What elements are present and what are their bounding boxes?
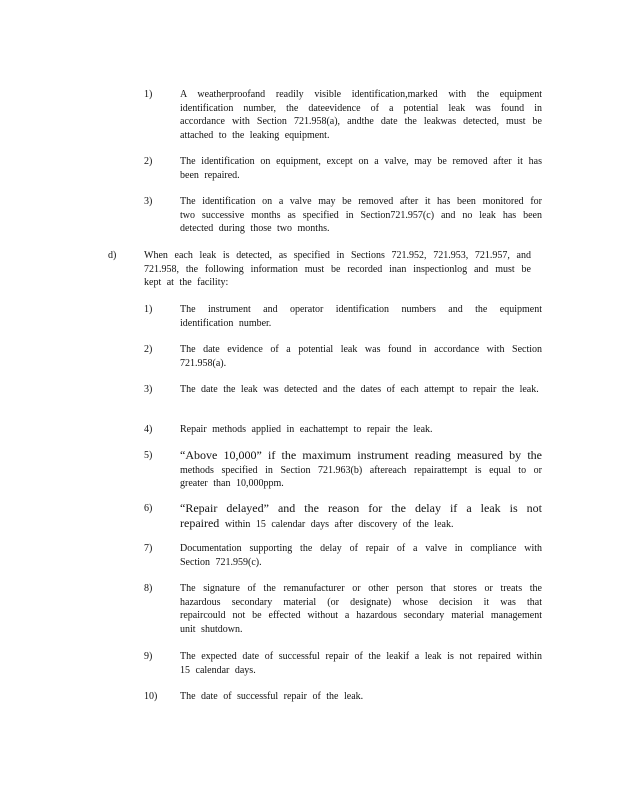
item-number: 5) — [144, 450, 153, 461]
item-text: The expected date of successful repair of the leakif a leak is not repaired within 15 calendar days. — [180, 651, 542, 676]
item-text: The signature of the remanufacturer or other person that stores or treats the hazardous secondary material (or designate) whose decision it was that repaircould not be effected without a hazardous secondary material management unit shutdown. — [180, 583, 542, 635]
item-text-block — [180, 449, 542, 491]
item-text: The date of successful repair of the leak. — [180, 691, 364, 702]
item-text: The identification on equipment, except on a valve, may be removed after it has been repaired. — [180, 156, 542, 181]
item-text: Repair methods applied in eachattempt to repair the leak. — [180, 424, 433, 435]
item-text: The instrument and operator identification numbers and the equipment identification number. — [180, 304, 542, 329]
item-text: The date evidence of a potential leak was found in accordance with Section 721.958(a). — [180, 344, 542, 369]
item-text: A weatherproofand readily visible identification,marked with the equipment identification number, the dateevidence of a potential leak was found in accordance with Section 721.958(a), andthe date the leakwas detected, must be attached to the leaking equipment. — [180, 89, 542, 141]
item-number: 1) — [144, 89, 153, 100]
item-text-block — [180, 502, 542, 531]
item-lead-text: “Repair delayed” and the reason for the delay if a leak is not repaired — [180, 501, 542, 530]
item-number: 2) — [144, 344, 153, 355]
item-number: 3) — [144, 196, 153, 207]
item-text: methods specified in Section 721.963(b) aftereach repairattempt is equal to or greater than 10,000ppm. — [180, 464, 542, 489]
item-text: within 15 calendar days after discovery of the leak. — [224, 518, 454, 530]
item-number: 6) — [144, 503, 153, 514]
item-number: 2) — [144, 156, 153, 167]
item-number: d) — [108, 250, 117, 261]
item-number: 8) — [144, 583, 153, 594]
item-text: The identification on a valve may be removed after it has been monitored for two successive months as specified in Section721.957(c) and no leak has been detected during those two months. — [180, 196, 542, 234]
item-number: 9) — [144, 651, 153, 662]
item-number: 4) — [144, 424, 153, 435]
item-text: When each leak is detected, as specified in Sections 721.952, 721.953, 721.957, and 721.958, the following information must be recorded inan inspectionlog and must be kept at the facility: — [144, 250, 531, 288]
item-number: 1) — [144, 304, 153, 315]
item-text: The date the leak was detected and the dates of each attempt to repair the leak. — [180, 384, 539, 395]
item-number: 10) — [144, 691, 158, 702]
item-text: Documentation supporting the delay of repair of a valve in compliance with Section 721.959(c). — [180, 543, 542, 568]
item-number: 3) — [144, 384, 153, 395]
item-lead-text: “Above 10,000” if the maximum instrument reading measured by the — [180, 448, 542, 462]
item-number: 7) — [144, 543, 153, 554]
